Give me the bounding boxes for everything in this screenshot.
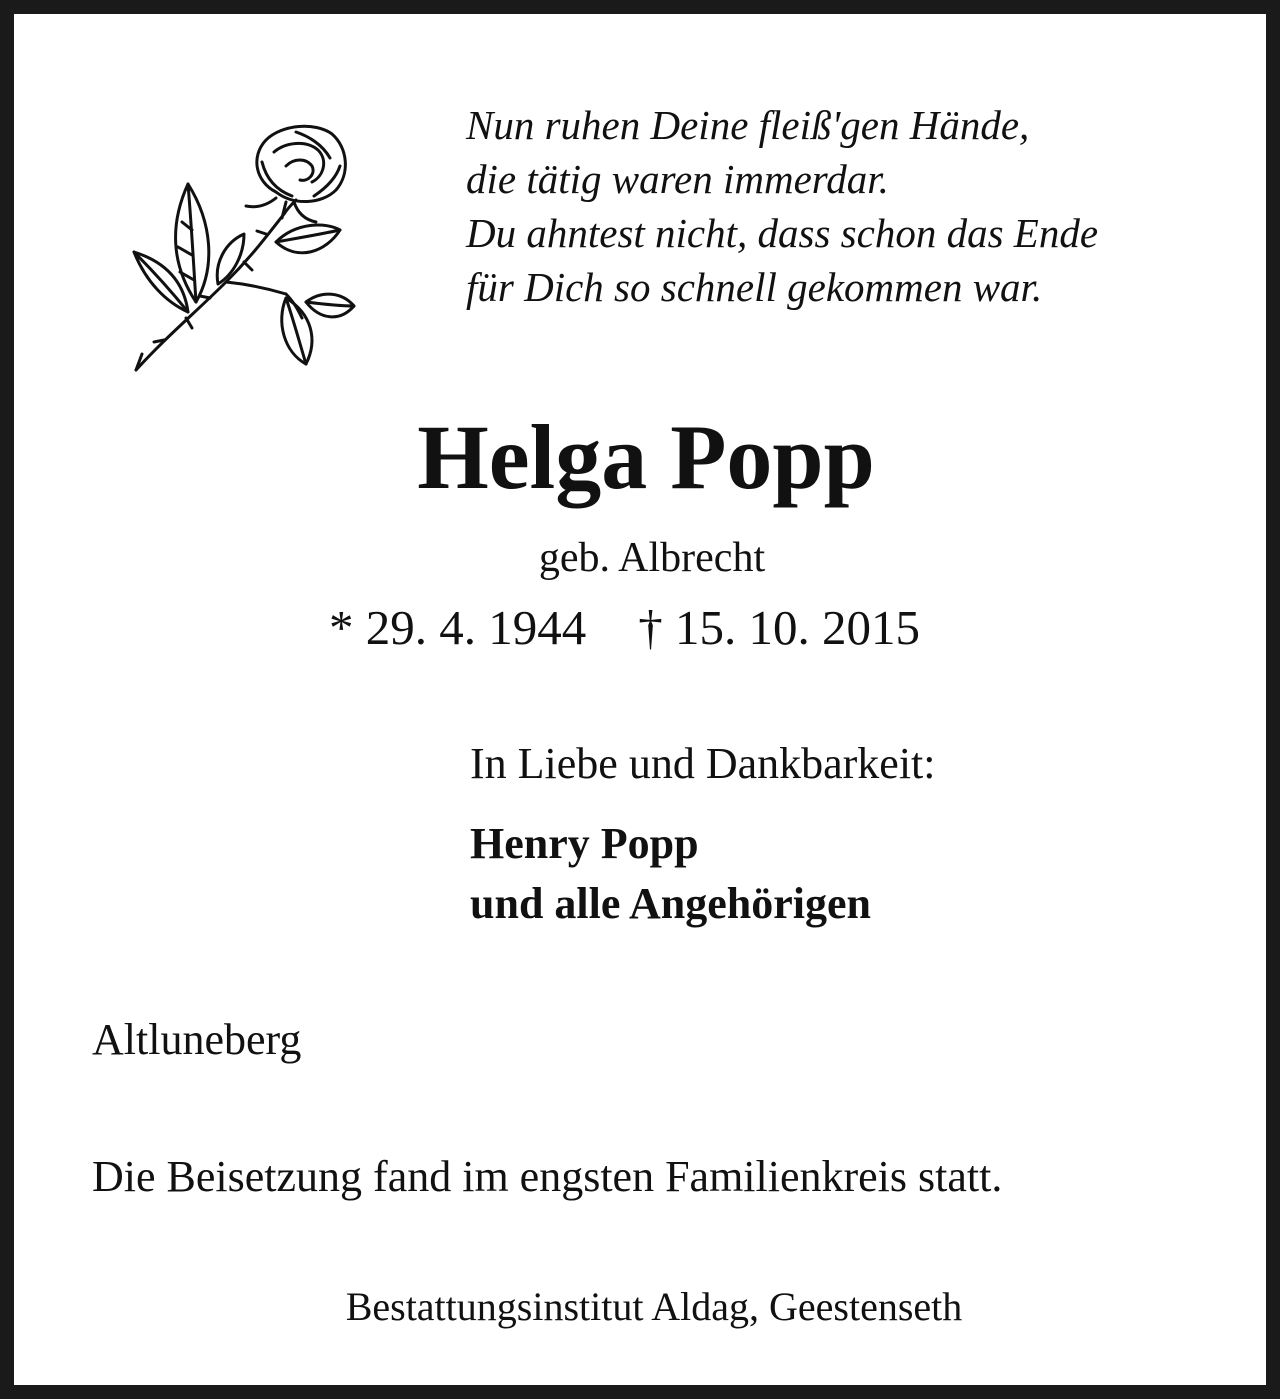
mourners-names [470, 814, 1250, 934]
mourner-line: und alle Angehörigen [470, 879, 871, 928]
rose-icon [126, 122, 362, 378]
poem-line: Du ahntest nicht, dass schon das Ende [466, 210, 1099, 256]
birth-date: * 29. 4. 1944 [329, 600, 587, 655]
mourners-intro: In Liebe und Dankbarkeit: [470, 739, 936, 788]
life-dates [329, 598, 1029, 658]
maiden-name: geb. Albrecht [538, 535, 766, 581]
mourner-line: Henry Popp [470, 819, 699, 868]
death-date: † 15. 10. 2015 [638, 600, 920, 655]
poem-line: Nun ruhen Deine fleiß'gen Hände, [466, 102, 1030, 148]
poem [466, 98, 1266, 314]
poem-line: die tätig waren immerdar. [466, 156, 889, 202]
deceased-name: Helga Popp [417, 406, 875, 508]
undertaker: Bestattungsinstitut Aldag, Geestenseth [345, 1284, 963, 1329]
poem-line: für Dich so schnell gekommen war. [466, 264, 1043, 310]
place: Altluneberg [92, 1015, 302, 1064]
burial-note: Die Beisetzung fand im engsten Familienkreis statt. [92, 1152, 1003, 1201]
